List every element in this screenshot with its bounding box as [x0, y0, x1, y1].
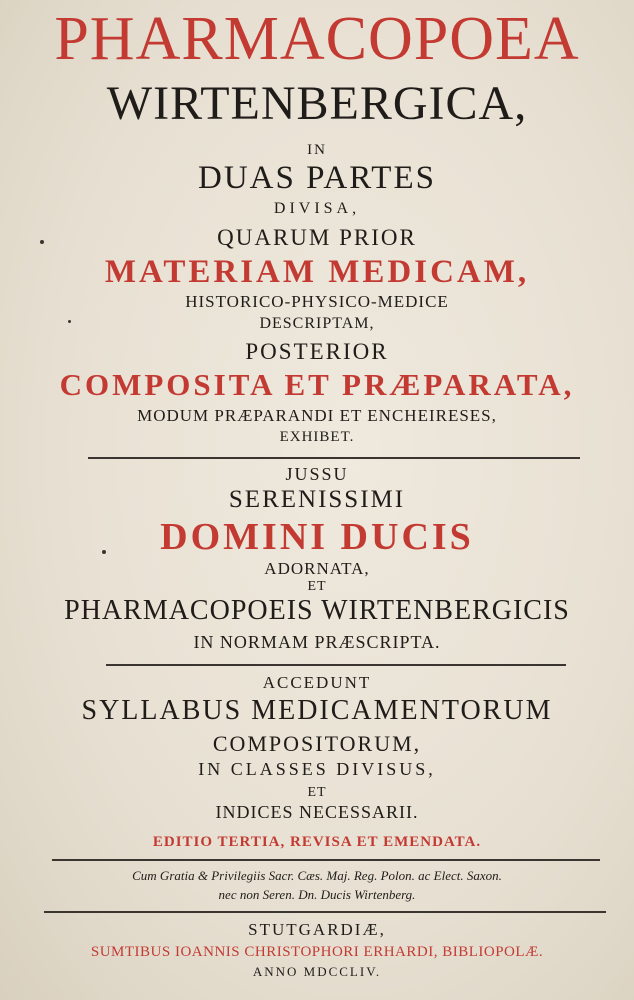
- domini-ducis: DOMINI DUCIS: [160, 516, 474, 558]
- title-line-1: PHARMACOPOEA: [54, 5, 580, 73]
- et-1: ET: [307, 579, 327, 594]
- compositorum: COMPOSITORUM,: [212, 731, 422, 756]
- materiam-medicam: MATERIAM MEDICAM,: [104, 254, 530, 290]
- privilege-line-1: Cum Gratia & Privilegiis Sacr. Cæs. Maj. Reg. Polon. ac Elect. Saxon.: [132, 868, 502, 883]
- divisa: DIVISA,: [273, 200, 361, 217]
- modum-praeparandi: MODUM PRÆPARANDI ET ENCHEIRESES,: [137, 406, 497, 425]
- quarum-prior: QUARUM PRIOR: [217, 225, 417, 250]
- divider-3: [52, 859, 600, 861]
- in-normam: IN NORMAM PRÆSCRIPTA.: [193, 632, 441, 652]
- descriptam: DESCRIPTAM,: [259, 315, 375, 332]
- historico-physico: HISTORICO-PHYSICO-MEDICE: [185, 292, 449, 311]
- accedunt: ACCEDUNT: [262, 673, 372, 692]
- imprint-year: ANNO MDCCLIV.: [252, 964, 382, 979]
- adornata: ADORNATA,: [264, 559, 370, 578]
- ink-speck: [68, 320, 71, 323]
- divider-1: [88, 457, 580, 459]
- composita-et-praeparata: COMPOSITA ET PRÆPARATA,: [59, 367, 575, 402]
- divider-4: [44, 911, 606, 913]
- syllabus-medicamentorum: SYLLABUS MEDICAMENTORUM: [81, 695, 553, 726]
- imprint-place: STUTGARDIÆ,: [248, 920, 386, 939]
- et-2: ET: [307, 785, 327, 800]
- ink-speck: [102, 550, 106, 554]
- pharmacopoeis-wirtenbergicis: PHARMACOPOEIS WIRTENBERGICIS: [64, 595, 570, 626]
- in-classes-divisus: IN CLASSES DIVISUS,: [198, 759, 436, 779]
- indices-necessarii: INDICES NECESSARII.: [215, 802, 419, 822]
- jussu: JUSSU: [285, 464, 349, 484]
- privilege-line-2: nec non Seren. Dn. Ducis Wirtenberg.: [218, 887, 416, 902]
- duas-partes: DUAS PARTES: [198, 160, 436, 196]
- title-line-2: WIRTENBERGICA,: [106, 77, 528, 130]
- imprint-publisher: SUMTIBUS IOANNIS CHRISTOPHORI ERHARDI, BIBLIOPOLÆ.: [90, 944, 544, 960]
- in-text: IN: [307, 142, 327, 158]
- divider-2: [106, 664, 566, 666]
- ink-speck: [40, 240, 44, 244]
- posterior: POSTERIOR: [245, 339, 389, 364]
- serenissimi: SERENISSIMI: [228, 486, 406, 513]
- exhibet: EXHIBET.: [279, 429, 355, 445]
- editio-tertia: EDITIO TERTIA, REVISA ET EMENDATA.: [152, 834, 482, 850]
